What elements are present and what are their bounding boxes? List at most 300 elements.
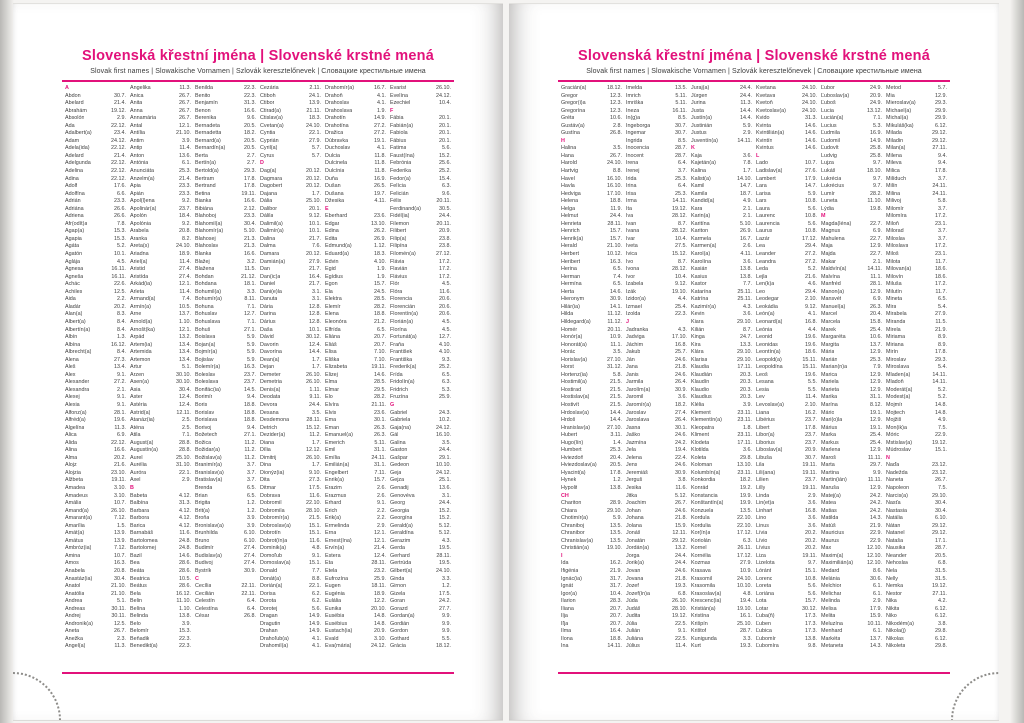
name-entry bbox=[260, 243, 321, 251]
nameday-date: 16.2. bbox=[610, 560, 622, 567]
nameday-date: 3.10. bbox=[114, 492, 126, 499]
given-name: Cecília bbox=[195, 583, 212, 590]
nameday-date: 16.4. bbox=[309, 273, 321, 280]
name-entry bbox=[561, 447, 622, 455]
nameday-date: 20.5. bbox=[935, 552, 947, 559]
given-name: Florián(a) bbox=[390, 318, 414, 325]
nameday-date: 6.8. bbox=[678, 590, 687, 597]
nameday-date: 16.11. bbox=[111, 266, 126, 273]
given-name: Nikola(j) bbox=[886, 628, 906, 635]
nameday-date: 14.7. bbox=[740, 183, 752, 190]
name-entry bbox=[561, 115, 622, 123]
given-name: Mikuláš(ka) bbox=[886, 122, 914, 129]
name-entry bbox=[561, 485, 622, 493]
name-entry bbox=[260, 372, 321, 380]
name-entry bbox=[691, 530, 752, 538]
nameday-date: 14.9. bbox=[309, 620, 321, 627]
name-entry bbox=[390, 417, 451, 425]
given-name: Drahomil(a) bbox=[260, 643, 289, 650]
nameday-date: 29.5. bbox=[374, 386, 386, 393]
nameday-date: 2.9. bbox=[182, 477, 191, 484]
nameday-date: 5.7. bbox=[312, 145, 321, 152]
nameday-date: 12.1. bbox=[179, 326, 191, 333]
given-name: Marieta bbox=[821, 386, 839, 393]
given-name: Havla bbox=[561, 183, 575, 190]
name-entry bbox=[390, 236, 451, 244]
nameday-date: 19.11. bbox=[111, 477, 126, 484]
given-name: Mstislav(a) bbox=[886, 439, 913, 446]
nameday-date: 14.11. bbox=[867, 266, 882, 273]
nameday-date: 20.6. bbox=[439, 296, 451, 303]
given-name: Florína bbox=[390, 326, 407, 333]
name-entry bbox=[195, 304, 256, 312]
nameday-date: 1.2. bbox=[247, 500, 256, 507]
name-entry bbox=[195, 606, 256, 614]
given-name: Jaroslav bbox=[626, 409, 647, 416]
corner-perforation bbox=[951, 672, 999, 721]
name-entry bbox=[130, 530, 191, 538]
name-entry bbox=[691, 515, 752, 523]
name-entry bbox=[325, 251, 386, 259]
nameday-date: 13.8. bbox=[740, 266, 752, 273]
nameday-date: 23.3. bbox=[179, 183, 191, 190]
nameday-date: 24.12. bbox=[436, 469, 451, 476]
nameday-date: 10.9. bbox=[610, 334, 622, 341]
nameday-date: 13.10. bbox=[371, 220, 386, 227]
name-entry bbox=[130, 289, 191, 297]
given-name: Moderát(a) bbox=[886, 386, 913, 393]
given-name: Juraj(a) bbox=[691, 85, 710, 91]
given-name: Milomír bbox=[886, 205, 904, 212]
nameday-date: 23.10. bbox=[111, 469, 126, 476]
nameday-date: 6.10. bbox=[244, 537, 256, 544]
nameday-date: 31.1. bbox=[374, 447, 386, 454]
name-entry bbox=[325, 508, 386, 516]
nameday-date: 20.5. bbox=[244, 137, 256, 144]
name-entry bbox=[195, 470, 256, 478]
given-name: Bohumil(a) bbox=[195, 288, 222, 295]
name-entry bbox=[886, 447, 947, 455]
given-name: Cezária bbox=[260, 85, 279, 91]
nameday-date: 23.8. bbox=[439, 235, 451, 242]
name-entry bbox=[325, 176, 386, 184]
given-name: Belína bbox=[130, 605, 146, 612]
name-entry bbox=[130, 228, 191, 236]
nameday-date: 20.1. bbox=[439, 122, 451, 129]
given-name: Lívio bbox=[756, 537, 768, 544]
nameday-date: 16.9. bbox=[374, 175, 386, 182]
given-name: Hyacint(a) bbox=[561, 469, 586, 476]
nameday-date: 22.11. bbox=[241, 590, 256, 597]
name-entry bbox=[325, 311, 386, 319]
name-entry bbox=[886, 523, 947, 531]
given-name: Febrónia bbox=[390, 160, 412, 167]
given-name: Kvintín bbox=[756, 137, 773, 144]
nameday-date: 24.3. bbox=[439, 409, 451, 416]
nameday-date: 11.3. bbox=[740, 100, 752, 107]
given-name: Niko bbox=[886, 613, 897, 620]
nameday-date: 16.6. bbox=[244, 251, 256, 258]
name-entry bbox=[561, 538, 622, 546]
name-entry bbox=[130, 470, 191, 478]
nameday-date: 23.3. bbox=[244, 213, 256, 220]
given-name: Branimír(a) bbox=[195, 462, 222, 469]
given-name: Lars bbox=[756, 198, 767, 205]
name-entry bbox=[561, 628, 622, 636]
nameday-date: 30.5. bbox=[439, 205, 451, 212]
name-entry bbox=[626, 628, 687, 636]
nameday-date: 27.1. bbox=[244, 326, 256, 333]
given-name: Ľuboš bbox=[821, 100, 836, 107]
given-name: Adriena bbox=[65, 213, 84, 220]
nameday-date: 5.9. bbox=[247, 349, 256, 356]
name-entry bbox=[390, 334, 451, 342]
given-name: Mirín bbox=[886, 349, 898, 356]
given-name: Erik(a) bbox=[325, 515, 341, 522]
name-entry bbox=[390, 274, 451, 282]
name-entry bbox=[65, 138, 126, 146]
given-name: Dan bbox=[260, 266, 270, 273]
nameday-date: 6.8. bbox=[938, 560, 947, 567]
nameday-date: 10.1. bbox=[309, 326, 321, 333]
nameday-date: 13.9. bbox=[309, 100, 321, 107]
name-entry bbox=[756, 440, 817, 448]
given-name: Lazár bbox=[756, 235, 770, 242]
given-name: Matej(a) bbox=[821, 492, 841, 499]
name-entry bbox=[691, 85, 752, 93]
nameday-date: 22.10. bbox=[737, 522, 752, 529]
name-entry bbox=[325, 553, 386, 561]
nameday-date: 31.3. bbox=[179, 500, 191, 507]
given-name: Ingrida bbox=[626, 137, 643, 144]
nameday-date: 23.7. bbox=[244, 379, 256, 386]
given-name: Duchoslav bbox=[325, 145, 351, 152]
name-entry bbox=[886, 387, 947, 395]
name-entry bbox=[325, 281, 386, 289]
given-name: Janis bbox=[626, 371, 639, 378]
name-entry bbox=[691, 560, 752, 568]
given-name: Betina bbox=[195, 190, 211, 197]
given-name: Grácia bbox=[390, 643, 406, 650]
given-name: Gordián bbox=[390, 620, 410, 627]
given-name: Erazmus bbox=[325, 492, 347, 499]
nameday-date: 3.7. bbox=[678, 168, 687, 175]
given-name: Eman bbox=[325, 424, 340, 431]
given-name: Judita bbox=[626, 613, 641, 620]
given-name: Lukrécius bbox=[821, 183, 845, 190]
nameday-date: 5.2. bbox=[117, 243, 126, 250]
given-name: Auróra bbox=[130, 469, 147, 476]
nameday-date: 14.4. bbox=[309, 349, 321, 356]
given-name: Jurina bbox=[691, 100, 706, 107]
given-name: Halina bbox=[561, 145, 577, 152]
nameday-date: 17.2. bbox=[935, 243, 947, 250]
given-name: Martin(ián) bbox=[821, 477, 847, 484]
name-entry bbox=[756, 462, 817, 470]
given-name: Fábia bbox=[390, 115, 404, 122]
name-entry bbox=[195, 145, 256, 153]
given-name: Levoslav(a) bbox=[756, 401, 784, 408]
name-entry bbox=[561, 432, 622, 440]
given-name: Bazil bbox=[130, 552, 142, 559]
given-name: Eugen bbox=[325, 583, 341, 590]
name-entry bbox=[561, 402, 622, 410]
name-entry bbox=[561, 281, 622, 289]
nameday-date: 13.7. bbox=[179, 311, 191, 318]
given-name: Irisa bbox=[626, 190, 637, 197]
name-entry bbox=[821, 493, 882, 501]
given-name: Jorga bbox=[626, 552, 640, 559]
name-entry bbox=[130, 636, 191, 644]
name-entry bbox=[260, 289, 321, 297]
name-entry bbox=[626, 236, 687, 244]
given-name: Bela bbox=[130, 590, 141, 597]
nameday-date: 14.6. bbox=[179, 552, 191, 559]
nameday-date: 23.7. bbox=[805, 439, 817, 446]
name-entry bbox=[691, 372, 752, 380]
nameday-date: 21.5. bbox=[610, 401, 622, 408]
name-entry bbox=[756, 591, 817, 599]
name-entry bbox=[390, 560, 451, 568]
name-entry bbox=[260, 206, 321, 214]
nameday-date: 20.9. bbox=[870, 92, 882, 99]
given-name: Lizelota bbox=[756, 560, 775, 567]
given-name: Ľuben bbox=[756, 620, 771, 627]
given-name: Gorazd bbox=[390, 605, 408, 612]
name-entry bbox=[65, 410, 126, 418]
nameday-date: 29.4. bbox=[805, 243, 817, 250]
nameday-date: 26.9. bbox=[374, 235, 386, 242]
nameday-date: 6.5. bbox=[442, 371, 451, 378]
name-entry bbox=[691, 251, 752, 259]
nameday-date: 30.10. bbox=[176, 371, 191, 378]
nameday-date: 27.11. bbox=[932, 145, 947, 152]
name-entry bbox=[65, 289, 126, 297]
given-name: Astrid(a) bbox=[130, 409, 151, 416]
nameday-date: 11.4. bbox=[675, 643, 687, 650]
name-entry bbox=[260, 327, 321, 335]
given-name: Honorát(a) bbox=[561, 341, 587, 348]
nameday-date: 20.1. bbox=[439, 137, 451, 144]
given-name: Marek bbox=[821, 326, 836, 333]
name-entry bbox=[195, 387, 256, 395]
name-entry bbox=[626, 243, 687, 251]
nameday-date: 11.1. bbox=[610, 341, 622, 348]
nameday-date: 30.7. bbox=[675, 122, 687, 129]
name-entry bbox=[561, 243, 622, 251]
given-name: Filemon bbox=[390, 220, 410, 227]
given-name: Libuša bbox=[756, 454, 772, 461]
name-entry bbox=[886, 508, 947, 516]
given-name: Imelda bbox=[626, 85, 643, 91]
name-entry bbox=[821, 613, 882, 621]
name-entry bbox=[130, 183, 191, 191]
given-name: Antal bbox=[130, 122, 143, 129]
nameday-date: 20.12. bbox=[306, 183, 321, 190]
name-entry bbox=[821, 198, 882, 206]
name-entry bbox=[65, 342, 126, 350]
name-entry bbox=[691, 636, 752, 644]
given-name: Mariela bbox=[821, 379, 839, 386]
nameday-date: 18.8. bbox=[244, 417, 256, 424]
name-entry bbox=[325, 410, 386, 418]
given-name: Chraniboj bbox=[561, 522, 585, 529]
name-entry bbox=[65, 183, 126, 191]
nameday-date: 5.12. bbox=[439, 522, 451, 529]
nameday-date: 16.10. bbox=[607, 175, 622, 182]
given-name: Margaréta bbox=[821, 334, 846, 341]
given-name: Markus bbox=[821, 439, 839, 446]
nameday-date: 29.12. bbox=[672, 537, 687, 544]
given-name: Lila bbox=[756, 462, 765, 469]
given-name: Amadea bbox=[65, 484, 86, 491]
name-entry bbox=[756, 553, 817, 561]
nameday-date: 23.3. bbox=[114, 198, 126, 205]
name-entry bbox=[195, 379, 256, 387]
name-entry bbox=[65, 274, 126, 282]
given-name: Maxim(a) bbox=[821, 552, 844, 559]
nameday-date: 11.2. bbox=[244, 439, 256, 446]
nameday-date: 20.8. bbox=[179, 228, 191, 235]
nameday-date: 31.10. bbox=[176, 462, 191, 469]
nameday-date: 20.11. bbox=[436, 220, 451, 227]
header-rule bbox=[62, 80, 454, 82]
nameday-date: 28.1. bbox=[870, 281, 882, 288]
nameday-date: 27.2. bbox=[114, 379, 126, 386]
name-entry bbox=[561, 198, 622, 206]
given-name: Dália bbox=[260, 198, 273, 205]
name-entry bbox=[195, 342, 256, 350]
name-entry bbox=[561, 425, 622, 433]
name-entry bbox=[886, 425, 947, 433]
name-entry bbox=[626, 115, 687, 123]
given-name: Inocent bbox=[626, 152, 644, 159]
nameday-date: 19.4. bbox=[675, 447, 687, 454]
given-name: Linus bbox=[756, 522, 769, 529]
nameday-date: 24.12. bbox=[436, 92, 451, 99]
given-name: Adelina bbox=[65, 168, 83, 175]
given-name: Gustáv(a) bbox=[561, 122, 585, 129]
given-name: Justa bbox=[691, 107, 704, 114]
nameday-date: 5.9. bbox=[613, 515, 622, 522]
name-entry bbox=[886, 221, 947, 229]
given-name: Naďa bbox=[886, 462, 900, 469]
name-entry bbox=[390, 538, 451, 546]
given-name: Edina bbox=[325, 228, 339, 235]
nameday-date: 9.10. bbox=[309, 469, 321, 476]
given-name: Agapia bbox=[65, 235, 82, 242]
name-entry bbox=[325, 477, 386, 485]
given-name: Miloš bbox=[886, 251, 899, 258]
given-name: Nika bbox=[886, 598, 897, 605]
name-entry bbox=[195, 289, 256, 297]
given-name: Marlena bbox=[821, 447, 841, 454]
given-name: Lóránt bbox=[756, 568, 772, 574]
given-name: Brigita bbox=[195, 500, 211, 507]
given-name: Hilár(ia) bbox=[561, 303, 580, 310]
given-name: Etela bbox=[325, 568, 338, 574]
name-entry bbox=[65, 364, 126, 372]
name-entry bbox=[130, 621, 191, 629]
name-entry bbox=[886, 115, 947, 123]
given-name: Emil bbox=[325, 447, 336, 454]
nameday-date: 10.4. bbox=[675, 235, 687, 242]
nameday-date: 28.7. bbox=[675, 152, 687, 159]
given-name: Herald bbox=[561, 243, 577, 250]
nameday-date: 27.4. bbox=[179, 273, 191, 280]
name-entry bbox=[756, 583, 817, 591]
name-entry bbox=[130, 281, 191, 289]
name-entry bbox=[756, 500, 817, 508]
name-entry bbox=[626, 493, 687, 501]
name-entry bbox=[195, 108, 256, 116]
nameday-date: 24.12. bbox=[111, 137, 126, 144]
nameday-date: 4.5. bbox=[442, 281, 451, 288]
nameday-date: 11.5. bbox=[244, 266, 256, 273]
name-entry bbox=[65, 198, 126, 206]
given-name: Ľubomír bbox=[756, 635, 776, 642]
nameday-date: 24.9. bbox=[870, 100, 882, 107]
nameday-date: 25.3. bbox=[610, 447, 622, 454]
name-entry bbox=[130, 153, 191, 161]
nameday-date: 21.10. bbox=[607, 243, 622, 250]
given-name: Geja bbox=[390, 469, 402, 476]
given-name: Liana bbox=[756, 409, 770, 416]
name-entry bbox=[260, 123, 321, 131]
given-name: Armín(a) bbox=[130, 303, 151, 310]
nameday-date: 6.12. bbox=[935, 613, 947, 620]
given-name: Lin(et)a bbox=[756, 500, 775, 507]
nameday-date: 3.11. bbox=[610, 432, 622, 439]
name-entry bbox=[195, 613, 256, 621]
name-entry bbox=[390, 553, 451, 561]
name-entry bbox=[756, 447, 817, 455]
name-entry bbox=[626, 523, 687, 531]
nameday-date: 29.10. bbox=[932, 492, 947, 499]
name-entry bbox=[821, 311, 882, 319]
name-entry bbox=[325, 221, 386, 229]
name-entry bbox=[390, 613, 451, 621]
given-name: Dušan bbox=[325, 183, 341, 190]
nameday-date: 14.4. bbox=[740, 107, 752, 114]
nameday-date: 10.9. bbox=[740, 568, 752, 574]
given-name: Manon(a) bbox=[821, 288, 845, 295]
name-entry bbox=[756, 228, 817, 236]
nameday-date: 28.2. bbox=[374, 394, 386, 401]
nameday-date: 16.11. bbox=[672, 107, 687, 114]
name-entry bbox=[65, 417, 126, 425]
name-entry bbox=[691, 387, 752, 395]
nameday-date: 25.4. bbox=[675, 303, 687, 310]
given-name: Michal(a) bbox=[886, 115, 909, 122]
name-entry bbox=[561, 206, 622, 214]
nameday-date: 4.12. bbox=[179, 492, 191, 499]
given-name: Aténa bbox=[130, 424, 145, 431]
name-entry bbox=[325, 228, 386, 236]
name-entry bbox=[561, 515, 622, 523]
given-name: Marta bbox=[821, 462, 835, 469]
given-name: Ilarion bbox=[561, 598, 576, 605]
nameday-date: 10.8. bbox=[805, 198, 817, 205]
name-entry bbox=[561, 93, 622, 101]
nameday-date: 6.10. bbox=[244, 530, 256, 537]
nameday-date: 3.1. bbox=[312, 288, 321, 295]
name-entry bbox=[821, 274, 882, 282]
given-name: Dília bbox=[260, 447, 271, 454]
name-entry bbox=[756, 296, 817, 304]
name-entry bbox=[325, 108, 386, 116]
name-entry bbox=[821, 455, 882, 463]
